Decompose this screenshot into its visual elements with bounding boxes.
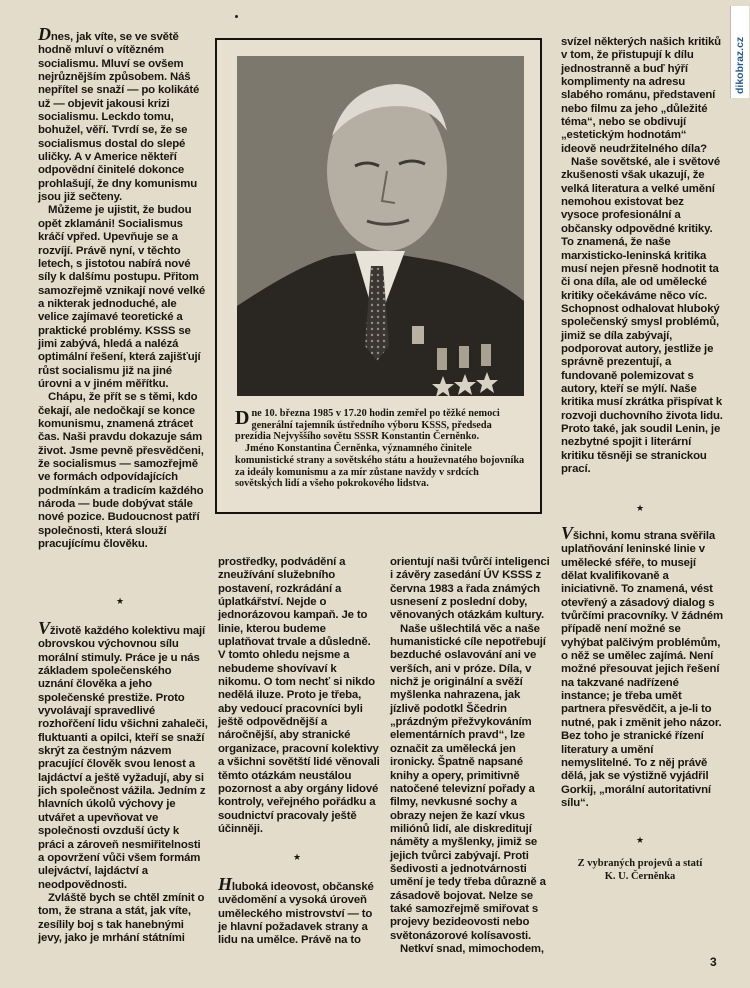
column-2-lower xyxy=(218,874,380,948)
caption-text: ne 10. března 1985 v 17.20 hodin zemřel po těžké nemoci generální tajemník ústředního výboru KSSS, předseda prezídia Nejvyššího sovětu SSSR Konstantin Černěnko. xyxy=(235,408,500,443)
paragraph xyxy=(38,618,208,892)
source-signature xyxy=(560,858,720,883)
column-1-lower xyxy=(38,618,208,945)
star-divider: ★ xyxy=(292,852,302,862)
paragraph-text: životě každého kolektivu mají obrovskou výchovnou sílu morální stimuly. Práce je u nás základem společenského uznání člověka a jeho společenské prestiže. Proto vyvolávají spravedlivé rozhořčení lidu všichni zahaleči, fluktuanti a opilci, kteří se snaží skrýt za čestným názvem pracující člověk svou lenost a lajdáctví a ještě vyžadují, aby si jich společnost vážila. Jedním z hlavních úkolů výchovy je utvářet a upevňovat ve společnosti ovzduší úcty k práci a zároveň nesmiřitelnosti a opovržení vůči všem formám ulejváctví, lajdáctví a neodpovědnosti. xyxy=(38,625,208,891)
paragraph: Zvláště bych se chtěl zmínit o tom, že strana a stát, jak víte, zesílily boj s tak hanebnými jevy, jako je mrhání státními xyxy=(38,891,205,944)
caption-paragraph xyxy=(235,408,527,443)
star-divider: ★ xyxy=(115,596,125,606)
paragraph: Naše sovětské, ale i světové zkušenosti však ukazují, že velká literatura a velké umění nemohou existovat bez vysoce profesionální a občansky odpovědné kritiky. To znamená, že naše marxisticko-leninská kritika musí nejen přesně hodnotit ta či ona díla, ale od umělecké kritiky očekáváme něco víc. Schopnost odhalovat hluboký společenský smysl problémů, jimiž se díla zabývají, podporovat autory, jestliže je správně prezentují, a fundovaně polemizovat s autory, kteří se mýlí. Naše kritika musí zkrátka přispívat k rozvoji duchovního života lidu. Proto také, jak soudil Lenin, je nezbytné spojit i literární kritiku těsněji se stranickou prací. xyxy=(561,156,723,475)
paragraph xyxy=(38,24,208,204)
paragraph: Naše ušlechtilá věc a naše humanistické cíle nepotřebují bezduché oslavování ani ve verších, ani v próze. Díla, v nichž je originální a svěží myšlenka nahrazena, jak jízlivě podotkl Ščedrin „prázdným přežvykováním elementárních pravd“, lze označit za umělecká jen ironicky. Špatně napsané knihy a opery, primitivně natočené televizní pořady a filmy, nevkusné sochy a obrazy nejen že kazí vkus miliónů lidí, ale diskreditují náměty a myšlenky, jimiž se jejich tvůrci zabývají. Proti šedivosti a jednotvárnosti umění je tedy třeba důrazně a zásadově bojovat. Nelze se také samozřejmě smiřovat s projevy bezideovosti nebo světonázorové kolísavosti. xyxy=(390,622,546,942)
portrait-illustration xyxy=(237,56,524,396)
signature-line-2: K. U. Černěnka xyxy=(604,870,676,882)
paragraph: prostředky, podvádění a zneužívání služebního postavení, rozkrádání a úplatkářství. Nejde o jednorázovou kampaň. Je to linie, kterou budeme uplatňovat trvale a důsledně. V tomto ohledu nejsme a nebudeme shovívaví k nikomu. O tom nechť si nikdo nedělá iluze. Proto je třeba, aby vedoucí pracovníci byli ještě odpovědnější a náročnější, aby stranické organizace, pracovní kolektivy a všichni sovětští lidé věnovali těmto otázkám neustálou pozornost a aby orgány lidové kontroly, veřejného pořádku a soudnictví pracovaly ještě účinněji. xyxy=(218,556,380,835)
column-2 xyxy=(218,556,380,836)
star-divider: ★ xyxy=(635,503,645,513)
paragraph: orientují naši tvůrčí inteligenci i závěry zasedání ÚV KSSS z června 1983 a řada známých usnesení z poslední doby, věnovaných otázkám kultury. xyxy=(390,556,550,622)
paragraph-text: šichni, komu strana svěřila uplatňování leninské linie v umělecké sféře, to musejí dělat kvalifikovaně a iniciativně. To znamená, vést otevřený a zásadový dialog s tvůrčími pracovníky. V žádném případě není možné se vyhýbat palčivým problémům, o něž se umělec zajímá. Není možné přesouvat jejich řešení na takzvané nadřízené instance; je třeba umět partnera přesvědčit, a je-li to nutné, pak i změnit jeho názor. Bez toho je stranické řízení literatury a umění nemyslitelné. To z něj právě dělá, jak se výstižně vyjádřil Gorkij, „morální autoritativní sílu“. xyxy=(561,530,723,809)
printer-dot xyxy=(235,15,238,18)
obituary-frame xyxy=(215,38,542,514)
watermark xyxy=(730,6,749,98)
paragraph: Chápu, že přít se s těmi, kdo čekají, ale nedočkají se konce komunismu, znamená ztrácet čas. Naši pravdu dokazuje sám život. Jsme pevně přesvědčeni, že socialismus — samozřejmě ve formách odpovídajících podmínkám a tradicím každého národa — bude dobývat stále nové pozice. Budoucnost patří společnosti, která slouží pracujícímu člověku. xyxy=(38,391,204,551)
column-1 xyxy=(38,24,208,551)
signature-line-1: Z vybraných projevů a statí xyxy=(577,858,703,869)
obituary-caption xyxy=(235,408,527,490)
paragraph-text: nes, jak víte, se ve světě hodně mluví o vítězném socialismu. Mluví se ovšem nejrůznějším způsobem. Náš nepřítel se snaží — po kolikáté už — objevit jakousi krizi socialismu. Leckdo tomu, bohužel, věří. Tvrdí se, že se socialismus dostal do slepé uličky. A v Americe někteří odpovědní činitelé dokonce prohlašují, že dny komunismu jsou již sečteny. xyxy=(38,31,200,204)
paragraph: Můžeme je ujistit, že budou opět zklamáni! Socialismus kráčí vpřed. Upevňuje se a rozvíjí. Právě nyní, v těchto letech, s jistotou nabírá nové síly k dalšímu postupu. Přitom samozřejmě vznikají nové velké a nikterak jednoduché, ale velice zajímavé teoretické a praktické problémy. KSSS se jimi zabývá, hledá a nalézá optimální řešení, která zajišťují růst socialismu již na jiné úrovni a v jiném měřítku. xyxy=(38,204,206,390)
caption-paragraph: Jméno Konstantina Černěnka, významného činitele komunistické strany a sovětského státu a houževnatého bojovníka za ideály komunismu a za mír zůstane navždy v srdcích sovětských lidí a všeho pokrokového lidstva. xyxy=(235,443,525,490)
paragraph xyxy=(218,874,380,948)
drop-cap: H xyxy=(218,874,232,894)
column-4-lower xyxy=(561,523,723,810)
column-3 xyxy=(390,556,550,956)
paragraph-text: luboká ideovost, občanské uvědomění a vysoká úroveň uměleckého mistrovství — to je hlavní požadavek strany a lidu na umělce. Právě na to xyxy=(218,881,374,947)
drop-cap: D xyxy=(38,24,51,44)
column-4 xyxy=(561,36,723,476)
watermark-text: dikobraz.cz xyxy=(734,36,746,94)
drop-cap: V xyxy=(38,618,50,638)
paragraph xyxy=(561,523,723,810)
caption-drop-cap: D xyxy=(235,407,250,429)
page-number: 3 xyxy=(710,955,717,969)
star-divider: ★ xyxy=(635,835,645,845)
portrait-photo xyxy=(237,56,524,396)
paragraph: svízel některých našich kritiků v tom, že přistupují k dílu jednostranně a buď hýří komplimenty na adresu slabého románu, představení nebo filmu za jeho „důležité téma“, nebo se obdivují „estetickým hodnotám“ ideově neudržitelného díla? xyxy=(561,36,721,155)
drop-cap: V xyxy=(561,523,573,543)
paragraph: Netkví snad, mimochodem, xyxy=(400,942,544,955)
